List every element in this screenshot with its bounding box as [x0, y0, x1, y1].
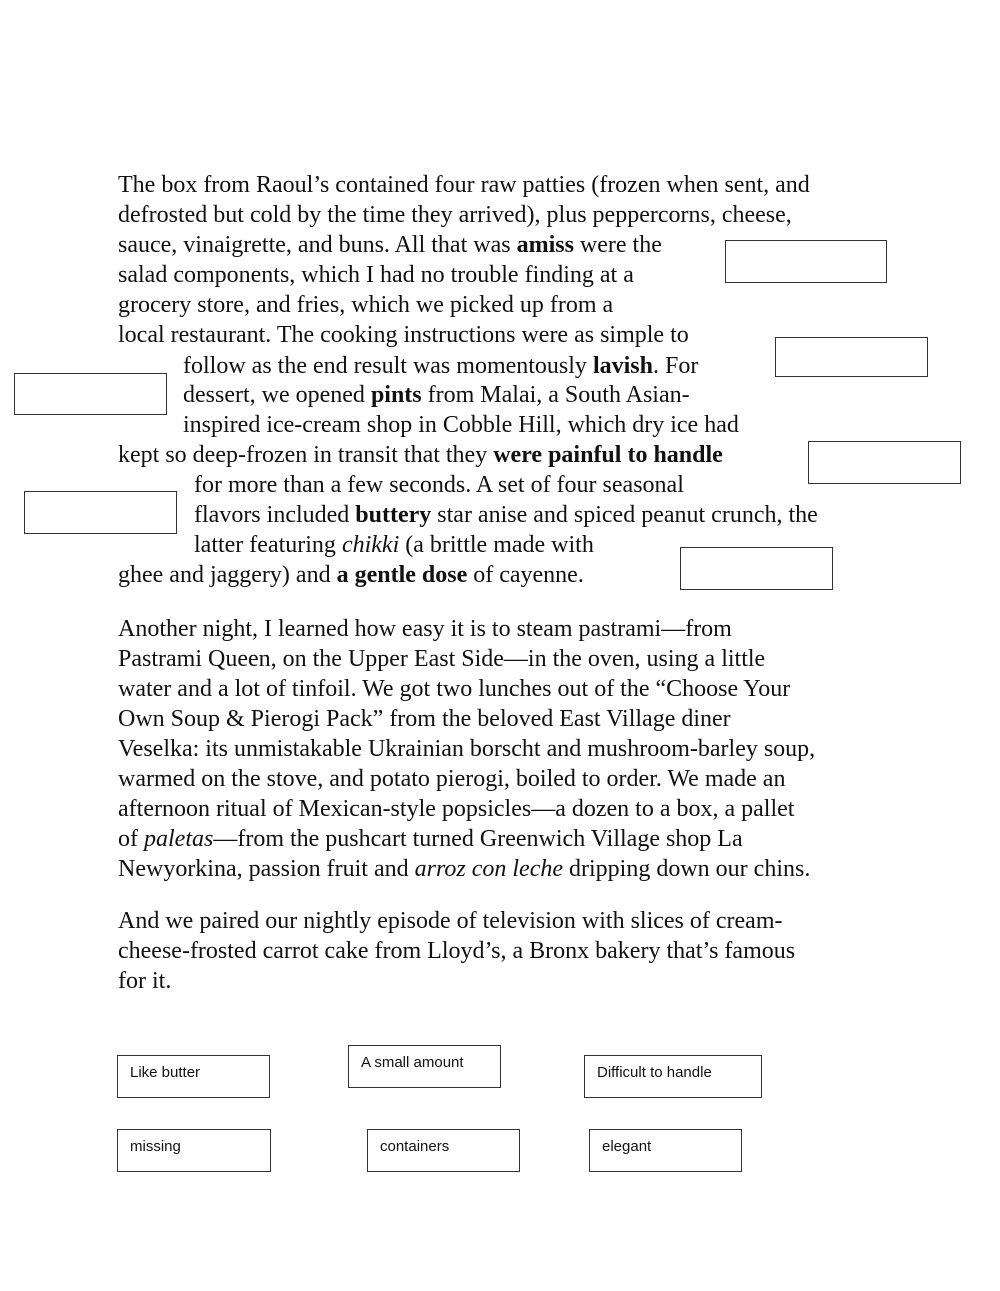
keyword-painful: were painful to handle — [493, 442, 723, 468]
passage2-line-5: Veselka: its unmistakable Ukrainian borscht and mushroom-barley soup, — [118, 736, 816, 762]
passage1-line-12: flavors included buttery star anise and spiced peanut crunch, the — [194, 502, 818, 528]
drop-box-buttery[interactable] — [24, 491, 177, 534]
keyword-buttery: buttery — [355, 502, 432, 528]
word-chip-like-butter[interactable]: Like butter — [117, 1055, 270, 1098]
passage1-line-13: latter featuring chikki (a brittle made with — [194, 532, 594, 558]
passage3-line-1: And we paired our nightly episode of television with slices of cream- — [118, 908, 783, 934]
word-chip-difficult-to-handle[interactable]: Difficult to handle — [584, 1055, 762, 1098]
passage1-line-5: grocery store, and fries, which we picked up from a — [118, 292, 614, 318]
passage1-line-8: dessert, we opened pints from Malai, a South Asian- — [183, 382, 690, 408]
drop-box-lavish[interactable] — [775, 337, 928, 377]
passage1-line-1: The box from Raoul’s contained four raw patties (frozen when sent, and — [118, 172, 810, 198]
passage2-line-6: warmed on the stove, and potato pierogi, boiled to order. We made an — [118, 766, 786, 792]
passage3-line-3: for it. — [118, 968, 172, 994]
passage2-line-8: of paletas—from the pushcart turned Greenwich Village shop La — [118, 826, 743, 852]
term-arroz-con-leche: arroz con leche — [414, 856, 564, 882]
passage2-line-9: Newyorkina, passion fruit and arroz con leche dripping down our chins. — [118, 856, 811, 882]
drop-box-painful[interactable] — [808, 441, 961, 484]
passage2-line-2: Pastrami Queen, on the Upper East Side—in the oven, using a little — [118, 646, 766, 672]
word-chip-small-amount[interactable]: A small amount — [348, 1045, 501, 1088]
drop-box-gentle-dose[interactable] — [680, 547, 833, 590]
passage2-line-3: water and a lot of tinfoil. We got two lunches out of the “Choose Your — [118, 676, 791, 702]
word-chip-elegant[interactable]: elegant — [589, 1129, 742, 1172]
drop-box-amiss[interactable] — [725, 240, 887, 283]
passage1-line-3: sauce, vinaigrette, and buns. All that was amiss were the — [118, 232, 662, 258]
passage2-line-4: Own Soup & Pierogi Pack” from the beloved East Village diner — [118, 706, 731, 732]
passage1-line-4: salad components, which I had no trouble finding at a — [118, 262, 634, 288]
keyword-lavish: lavish — [592, 353, 653, 379]
passage1-line-6: local restaurant. The cooking instructions were as simple to — [118, 322, 689, 348]
word-chip-containers[interactable]: containers — [367, 1129, 520, 1172]
passage2-line-7: afternoon ritual of Mexican-style popsicles—a dozen to a box, a pallet — [118, 796, 795, 822]
passage3-line-2: cheese-frosted carrot cake from Lloyd’s, a Bronx bakery that’s famous — [118, 938, 796, 964]
keyword-amiss: amiss — [516, 232, 574, 258]
passage1-line-7: follow as the end result was momentously lavish. For — [183, 353, 699, 379]
passage1-line-14: ghee and jaggery) and a gentle dose of cayenne. — [118, 562, 584, 588]
passage1-line-2: defrosted but cold by the time they arrived), plus peppercorns, cheese, — [118, 202, 792, 228]
term-chikki: chikki — [341, 532, 400, 558]
keyword-gentle-dose: a gentle dose — [336, 562, 468, 588]
passage1-line-10: kept so deep-frozen in transit that they were painful to handle — [118, 442, 723, 468]
passage1-line-9: inspired ice-cream shop in Cobble Hill, which dry ice had — [183, 412, 739, 438]
word-chip-missing[interactable]: missing — [117, 1129, 271, 1172]
term-paletas: paletas — [144, 826, 214, 852]
passage2-line-1: Another night, I learned how easy it is to steam pastrami—from — [118, 616, 732, 642]
passage1-line-11: for more than a few seconds. A set of four seasonal — [194, 472, 684, 498]
keyword-pints: pints — [370, 382, 422, 408]
drop-box-pints[interactable] — [14, 373, 167, 415]
